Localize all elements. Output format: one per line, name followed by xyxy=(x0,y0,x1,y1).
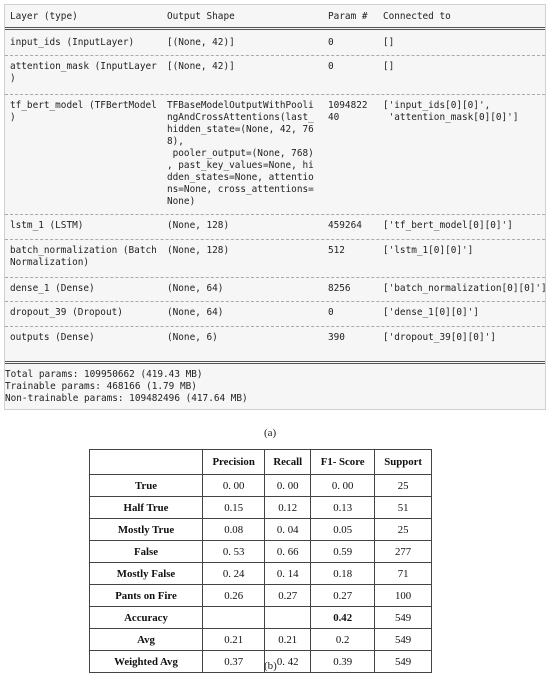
support-cell: 277 xyxy=(375,541,432,563)
metrics-row xyxy=(90,541,432,563)
row-label: Accuracy xyxy=(90,607,203,629)
row-label: False xyxy=(90,541,203,563)
output-shape: (None, 64) xyxy=(167,283,224,294)
layer-name: lstm_1 (LSTM) xyxy=(10,220,84,231)
recall-cell: 0.12 xyxy=(265,497,311,519)
row-divider xyxy=(5,239,545,240)
metrics-row xyxy=(90,629,432,651)
header-layer-type: Layer (type) xyxy=(10,11,78,22)
f1-cell: 0.59 xyxy=(311,541,375,563)
caption-b: (b) xyxy=(264,660,277,672)
metrics-row xyxy=(90,563,432,585)
precision-cell: 0. 00 xyxy=(203,475,265,497)
metrics-row xyxy=(90,607,432,629)
metrics-row xyxy=(90,475,432,497)
header-output-shape: Output Shape xyxy=(167,11,235,22)
param-count: 8256 xyxy=(328,283,351,294)
row-label: Weighted Avg xyxy=(90,651,203,673)
output-shape: (None, 128) xyxy=(167,245,230,256)
layer-name: outputs (Dense) xyxy=(10,332,95,343)
output-shape: [(None, 42)] xyxy=(167,61,235,72)
layer-name: input_ids (InputLayer) xyxy=(10,37,135,48)
precision-cell: 0. 24 xyxy=(203,563,265,585)
f1-cell: 0.18 xyxy=(311,563,375,585)
precision-cell: 0. 53 xyxy=(203,541,265,563)
support-cell: 549 xyxy=(375,607,432,629)
f1-cell: 0.2 xyxy=(311,629,375,651)
metrics-row xyxy=(90,519,432,541)
output-shape: (None, 64) xyxy=(167,307,224,318)
summary-footer xyxy=(5,369,248,405)
metrics-row xyxy=(90,497,432,519)
row-label: Mostly False xyxy=(90,563,203,585)
connected-to: ['tf_bert_model[0][0]'] xyxy=(383,220,513,231)
metrics-header-row xyxy=(90,450,432,475)
connected-to: [] xyxy=(383,37,395,48)
trainable-params: Trainable params: 468166 (1.79 MB) xyxy=(5,381,197,392)
footer-divider xyxy=(5,361,545,364)
support-cell: 25 xyxy=(375,519,432,541)
support-cell: 51 xyxy=(375,497,432,519)
row-divider xyxy=(5,55,545,56)
metrics-table xyxy=(89,449,432,673)
row-label: Mostly True xyxy=(90,519,203,541)
recall-cell: 0. 66 xyxy=(265,541,311,563)
connected-to: ['batch_normalization[0][0]'] xyxy=(383,283,547,294)
support-cell: 549 xyxy=(375,629,432,651)
output-shape: [(None, 42)] xyxy=(167,37,235,48)
param-count: 459264 xyxy=(328,220,362,231)
connected-to: ['dropout_39[0][0]'] xyxy=(383,332,496,343)
metrics-row xyxy=(90,585,432,607)
recall-cell: 0. 42 xyxy=(265,651,311,673)
recall-cell: 0.27 xyxy=(265,585,311,607)
row-divider xyxy=(5,94,545,95)
param-count: 0 xyxy=(328,37,334,48)
f1-cell: 0.05 xyxy=(311,519,375,541)
header-param-count: Param # xyxy=(328,11,368,22)
recall-cell: 0. 00 xyxy=(265,475,311,497)
connected-to: [] xyxy=(383,61,395,72)
output-shape: (None, 6) xyxy=(167,332,218,343)
row-divider xyxy=(5,214,545,215)
header-recall: Recall xyxy=(265,450,311,475)
param-count: 0 xyxy=(328,307,334,318)
model-summary-panel xyxy=(4,4,546,410)
precision-cell: 0.08 xyxy=(203,519,265,541)
support-cell: 549 xyxy=(375,651,432,673)
param-count: 1094822 40 xyxy=(328,100,368,123)
header-connected-to: Connected to xyxy=(383,11,451,22)
f1-cell: 0.13 xyxy=(311,497,375,519)
metrics-body xyxy=(90,475,432,673)
precision-cell: 0.15 xyxy=(203,497,265,519)
recall-cell xyxy=(265,607,311,629)
connected-to: ['dense_1[0][0]'] xyxy=(383,307,479,318)
row-label: True xyxy=(90,475,203,497)
param-count: 390 xyxy=(328,332,345,343)
support-cell: 100 xyxy=(375,585,432,607)
non-trainable-params: Non-trainable params: 109482496 (417.64 MB) xyxy=(5,393,248,404)
precision-cell: 0.21 xyxy=(203,629,265,651)
recall-cell: 0.21 xyxy=(265,629,311,651)
support-cell: 25 xyxy=(375,475,432,497)
layer-name: dense_1 (Dense) xyxy=(10,283,95,294)
f1-cell: 0.42 xyxy=(311,607,375,629)
recall-cell: 0. 04 xyxy=(265,519,311,541)
header-empty xyxy=(90,450,203,475)
row-divider xyxy=(5,277,545,278)
header-f1-score: F1- Score xyxy=(311,450,375,475)
header-support: Support xyxy=(375,450,432,475)
precision-cell: 0.26 xyxy=(203,585,265,607)
header-precision: Precision xyxy=(203,450,265,475)
connected-to: ['input_ids[0][0]', 'attention_mask[0][0]'] xyxy=(383,100,519,123)
layer-name: batch_normalization (Batch Normalization) xyxy=(10,245,157,268)
row-label: Pants on Fire xyxy=(90,585,203,607)
f1-cell: 0.27 xyxy=(311,585,375,607)
row-divider xyxy=(5,326,545,327)
metrics-row xyxy=(90,651,432,673)
param-count: 0 xyxy=(328,61,334,72)
summary-header xyxy=(5,11,545,25)
recall-cell: 0. 14 xyxy=(265,563,311,585)
f1-cell: 0. 00 xyxy=(311,475,375,497)
row-label: Avg xyxy=(90,629,203,651)
precision-cell: 0.37 xyxy=(203,651,265,673)
row-divider xyxy=(5,301,545,302)
param-count: 512 xyxy=(328,245,345,256)
caption-a: (a) xyxy=(264,427,277,439)
output-shape: TFBaseModelOutputWithPooli ngAndCrossAttentions(last_ hidden_state=(None, 42, 76 8), pooler_output=(None, 768) , past_key_values=None, hi dden_states=None, attentio ns=None, cross_attentions= None) xyxy=(167,100,314,207)
support-cell: 71 xyxy=(375,563,432,585)
header-divider xyxy=(5,27,545,30)
layer-name: attention_mask (InputLayer ) xyxy=(10,61,157,84)
total-params: Total params: 109950662 (419.43 MB) xyxy=(5,369,203,380)
layer-name: tf_bert_model (TFBertModel ) xyxy=(10,100,157,123)
output-shape: (None, 128) xyxy=(167,220,230,231)
layer-name: dropout_39 (Dropout) xyxy=(10,307,123,318)
precision-cell xyxy=(203,607,265,629)
f1-cell: 0.39 xyxy=(311,651,375,673)
connected-to: ['lstm_1[0][0]'] xyxy=(383,245,474,256)
row-label: Half True xyxy=(90,497,203,519)
